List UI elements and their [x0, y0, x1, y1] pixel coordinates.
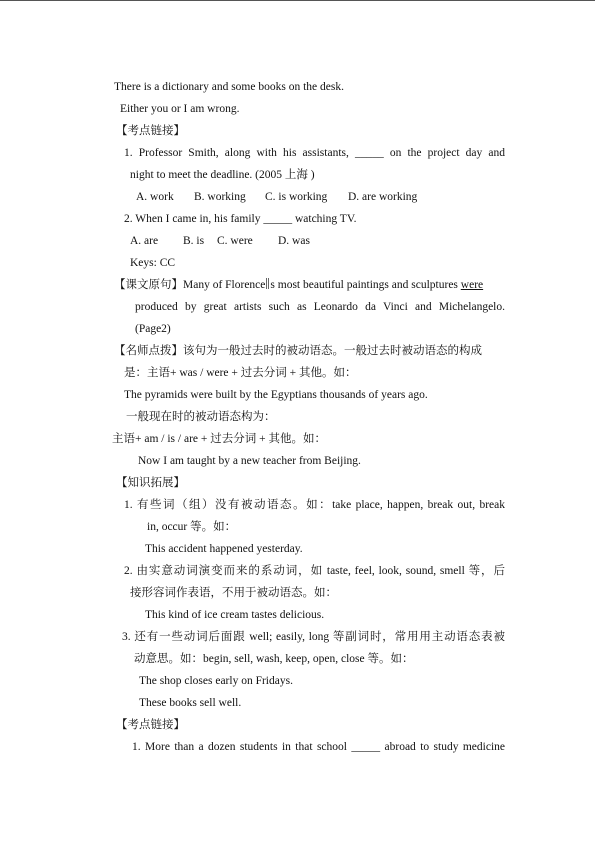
question-2-options — [130, 234, 310, 248]
underlined-word: were — [460, 279, 484, 291]
example-sentence: The pyramids were built by the Egyptians thousands of years ago. — [124, 389, 428, 401]
knowledge-point-2-cont: 接形容词作表语，不用于被动语态。如： — [130, 587, 337, 599]
example-sentence: Now I am taught by a new teacher from Beijing. — [138, 455, 361, 467]
page-top-border — [0, 0, 595, 1]
apostrophe-glyph — [266, 278, 269, 289]
page-reference: (Page2) — [135, 323, 171, 335]
example-sentence: These books sell well. — [139, 697, 242, 709]
example-sentence: There is a dictionary and some books on the desk. — [114, 81, 344, 93]
knowledge-point-1: 1. 有些词（组）没有被动语态。如：take place, happen, break out, break — [124, 499, 505, 511]
question-1-text-cont: night to meet the deadline. (2005 上海 ) — [130, 169, 315, 181]
question-text: 1. More than a dozen students in that school _____ abroad to study medicine — [132, 741, 505, 753]
option: B. working — [194, 191, 246, 203]
section-heading: 【考点链接】 — [116, 125, 185, 137]
knowledge-point-3: 3. 还有一些动词后面跟 well; easily, long 等副词时，常用用主动语态表被 — [122, 631, 505, 643]
option: D. are working — [348, 191, 418, 203]
example-sentence: This accident happened yesterday. — [145, 543, 303, 555]
section-heading: 【考点链接】 — [116, 719, 185, 731]
example-sentence: Either you or I am wrong. — [120, 103, 240, 115]
example-sentence: This kind of ice cream tastes delicious. — [145, 609, 325, 621]
knowledge-point-2: 2. 由实意动词演变而来的系动词，如 taste, feel, look, sound, smell 等，后 — [124, 565, 505, 577]
question-2-text: 2. When I came in, his family _____ watching TV. — [124, 213, 357, 225]
option: A. work — [136, 191, 174, 203]
teacher-tip: 【名师点拨】该句为一般过去时的被动语态。一般过去时被动语态的构成 — [114, 345, 482, 357]
question-1-text: 1. Professor Smith, along with his assistants, _____ on the project day and — [124, 147, 505, 159]
knowledge-point-1-cont: in, occur 等。如： — [147, 521, 237, 533]
formula-line: 主语+ am / is / are + 过去分词 + 其他。如： — [112, 433, 326, 445]
text-sentence-cont: produced by great artists such as Leonardo da Vinci and Michelangelo. — [135, 301, 505, 313]
question-1-options — [136, 190, 417, 204]
answer-keys: Keys: CC — [130, 257, 176, 269]
tip-line: 一般现在时的被动语态构为： — [126, 411, 276, 423]
teacher-tip-cont: 是：主语+ was / were + 过去分词 + 其他。如： — [124, 367, 357, 379]
option: B. is — [183, 235, 205, 247]
option: C. were — [217, 235, 253, 247]
option: C. is working — [265, 191, 328, 203]
option: A. are — [130, 235, 159, 247]
knowledge-point-3-cont: 动意思。如：begin, sell, wash, keep, open, close 等。如： — [134, 653, 414, 665]
section-heading: 【知识拓展】 — [116, 477, 185, 489]
option: D. was — [278, 235, 310, 247]
text-sentence: 【课文原句】Many of Florence s most beautiful paintings and sculptures were — [114, 279, 484, 291]
example-sentence: The shop closes early on Fridays. — [139, 675, 293, 687]
